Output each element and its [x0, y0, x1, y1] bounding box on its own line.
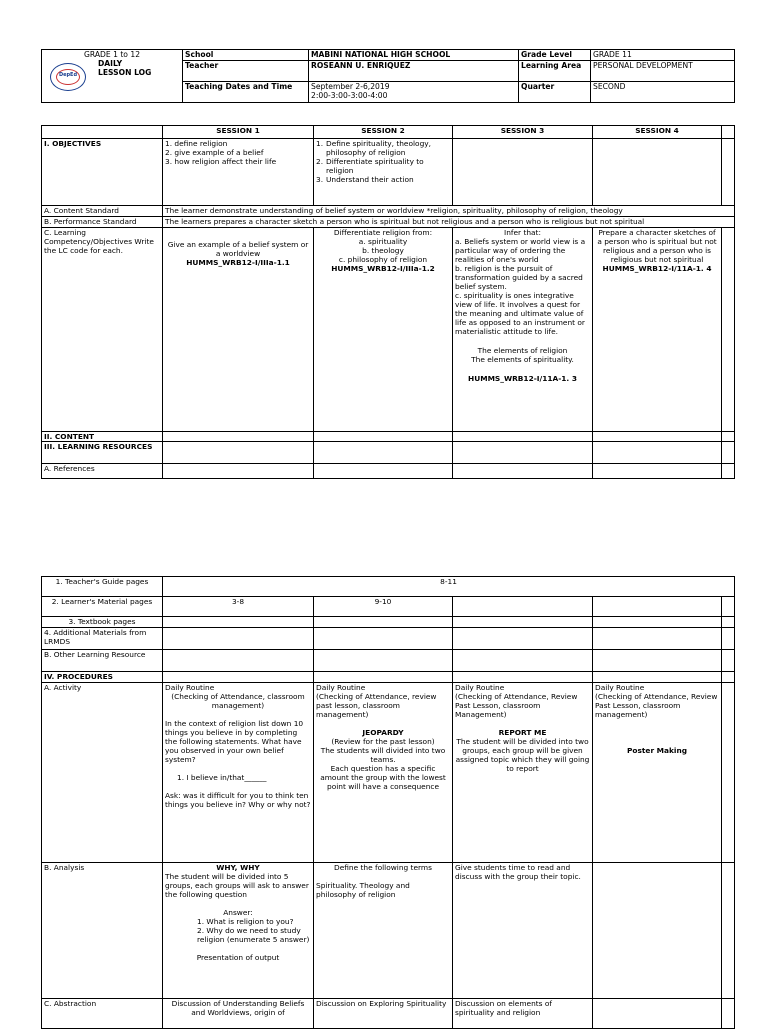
- activity-s1-routine-detail: (Checking of Attendance, classroom management): [171, 692, 305, 710]
- session-3-header: SESSION 3: [453, 126, 593, 139]
- analysis-s1-items: 1. What is religion to you? 2. Why do we need to study religion (enumerate 5 answer): [197, 917, 310, 944]
- activity-s4-title: Poster Making: [627, 746, 687, 755]
- competency-s3-items: a. Beliefs system or world view is a particular way of ordering the realities of one's world b. religion is the pursuit of transformation guided by a sacred belief system. c. spirituality is ones integrative view of life. It involves a quest for the meaning and ultimate value of life as opposed to an instrument or materialistic attitude to life.: [455, 237, 586, 336]
- quarter-label: Quarter: [519, 82, 591, 103]
- school-label: School: [183, 50, 309, 61]
- session-2-header: SESSION 2: [314, 126, 453, 139]
- logo-text: DepEd: [58, 72, 78, 78]
- abstraction-s3: Discussion on elements of spirituality and religion: [453, 999, 593, 1029]
- abstraction-label: C. Abstraction: [42, 999, 163, 1029]
- activity-s3: [453, 683, 593, 863]
- objective-item: Differentiate spirituality to religion: [326, 157, 424, 175]
- learners-material-s1: 3-8: [163, 597, 314, 617]
- activity-s3-body: The student will be divided into two groups, each group will be given assigned topic which they will going to report: [455, 737, 590, 773]
- activity-s2-routine: Daily Routine (Checking of Attendance, review past lesson, classroom management): [316, 683, 437, 719]
- objectives-label: I. OBJECTIVES: [42, 139, 163, 206]
- deped-logo: [50, 63, 86, 91]
- analysis-s2-body: Define the following terms: [334, 863, 432, 872]
- analysis-s1: [163, 863, 314, 999]
- analysis-s3-body: Give students time to read and discuss with the group their topic.: [455, 863, 581, 881]
- activity-s1-item: 1. I believe in/that______: [177, 773, 267, 782]
- analysis-s2-terms: Spirituality. Theology and philosophy of religion: [316, 881, 410, 899]
- activity-s3-title: REPORT ME: [498, 728, 547, 737]
- competency-s4: [593, 228, 722, 432]
- grade-level-label: Grade Level: [519, 50, 591, 61]
- activity-s4: [593, 683, 722, 863]
- textbook-label: 3. Textbook pages: [42, 617, 163, 628]
- references-label: A. References: [42, 464, 163, 479]
- activity-label: A. Activity: [42, 683, 163, 863]
- competency-s1-code: HUMMS_WRB12-I/IIIa-1.1: [186, 258, 290, 267]
- learning-area-label: Learning Area: [519, 61, 591, 82]
- objective-item: Define spirituality, theology, philosophy of religion: [326, 139, 431, 157]
- lesson-table-top: [41, 125, 735, 479]
- additional-materials-label: 4. Additional Materials from LRMDS: [42, 628, 163, 650]
- analysis-s1-title: WHY, WHY: [216, 863, 260, 872]
- teacher-label: Teacher: [183, 61, 309, 82]
- learning-resources-label: III. LEARNING RESOURCES: [42, 442, 163, 464]
- learners-material-s2: 9-10: [314, 597, 453, 617]
- performance-standard-label: B. Performance Standard: [42, 217, 163, 228]
- competency-s4-text: Prepare a character sketches of a person who is spiritual but not religious and a person who is religious but not spiritual: [597, 228, 717, 264]
- school-value: MABINI NATIONAL HIGH SCHOOL: [309, 50, 519, 61]
- learning-area-value: PERSONAL DEVELOPMENT: [591, 61, 735, 82]
- analysis-label: B. Analysis: [42, 863, 163, 999]
- activity-s1-routine: Daily Routine: [165, 683, 215, 692]
- objectives-s1: 1. define religion 2. give example of a belief 3. how religion affect their life: [163, 139, 314, 206]
- analysis-s3: [453, 863, 593, 999]
- competency-s3: [453, 228, 593, 432]
- teacher-value: ROSEANN U. ENRIQUEZ: [309, 61, 519, 82]
- log-title: DAILY LESSON LOG: [98, 59, 152, 77]
- analysis-s1-answer: Answer:: [223, 908, 253, 917]
- competency-s4-code: HUMMS_WRB12-I/11A-1. 4: [602, 264, 712, 273]
- header-table: [41, 49, 735, 103]
- dates-value: September 2-6,2019 2:00-3:00-3:00-4:00: [309, 82, 519, 103]
- competency-s3-elements: The elements of religion The elements of spirituality.: [471, 346, 574, 364]
- header-logo-cell: [42, 50, 183, 103]
- learners-material-label: 2. Learner's Material pages: [42, 597, 163, 617]
- lesson-table-bottom: [41, 576, 735, 1029]
- activity-s2: [314, 683, 453, 863]
- objective-item: Understand their action: [326, 175, 414, 184]
- competency-s1-text: Give an example of a belief system or a worldview: [167, 240, 309, 258]
- content-standard-text: The learner demonstrate understanding of belief system or worldview *religion, spirituality, philosophy of religion, theology: [163, 206, 735, 217]
- analysis-s1-body: The student will be divided into 5 groups, each groups will ask to answer the following question: [165, 872, 309, 899]
- performance-standard-text: The learners prepares a character sketch a person who is spiritual but not religious and a person who is religious but not spiritual: [163, 217, 735, 228]
- objectives-s2: 1. Define spirituality, theology, philosophy of religion 2. Differentiate spirituality to religion 3. Understand their action: [314, 139, 453, 206]
- competency-s3-code: HUMMS_WRB12-I/11A-1. 3: [468, 374, 577, 383]
- other-resources-label: B. Other Learning Resource: [42, 650, 163, 672]
- session-4-header: SESSION 4: [593, 126, 722, 139]
- content-label: II. CONTENT: [42, 432, 163, 442]
- session-1-header: SESSION 1: [163, 126, 314, 139]
- quarter-value: SECOND: [591, 82, 735, 103]
- competency-s3-text: Infer that:: [504, 228, 541, 237]
- learning-competency-label: C. Learning Competency/Objectives Write the LC code for each.: [42, 228, 163, 432]
- activity-s2-title: JEOPARDY: [362, 728, 404, 737]
- activity-s2-body: (Review for the past lesson) The students will divided into two teams. Each question has a specific amount the group with the lowest point will have a consequence: [320, 737, 446, 791]
- grade-level-value: GRADE 11: [591, 50, 735, 61]
- activity-s3-routine: Daily Routine (Checking of Attendance, Review Past Lesson, classroom Management): [455, 683, 578, 719]
- abstraction-s1: Discussion of Understanding Beliefs and Worldviews, origin of: [163, 999, 314, 1029]
- activity-s1-ask: Ask: was it difficult for you to think ten things you believe in? Why or why not?: [165, 791, 311, 809]
- analysis-s1-output: Presentation of output: [196, 953, 280, 962]
- activity-s1: [163, 683, 314, 863]
- content-standard-label: A. Content Standard: [42, 206, 163, 217]
- competency-s1: [163, 228, 314, 432]
- dates-label: Teaching Dates and Time: [183, 82, 309, 103]
- procedures-label: IV. PROCEDURES: [42, 672, 163, 683]
- activity-s4-routine: Daily Routine (Checking of Attendance, Review Past Lesson, classroom management): [595, 683, 718, 719]
- activity-s1-body: In the context of religion list down 10 things you believe in by completing the following statements. What have you observed in your own belief system?: [165, 719, 304, 764]
- teachers-guide-value: 8-11: [163, 577, 735, 597]
- competency-s2-text: Differentiate religion from: a. spirituality b. theology c. philosophy of religion: [333, 228, 433, 264]
- analysis-s2: [314, 863, 453, 999]
- teachers-guide-label: 1. Teacher's Guide pages: [42, 577, 163, 597]
- abstraction-s2: Discussion on Exploring Spirituality: [314, 999, 453, 1029]
- competency-s2: [314, 228, 453, 432]
- grade-range: GRADE 1 to 12: [83, 50, 141, 59]
- competency-s2-code: HUMMS_WRB12-I/IIIa-1.2: [331, 264, 435, 273]
